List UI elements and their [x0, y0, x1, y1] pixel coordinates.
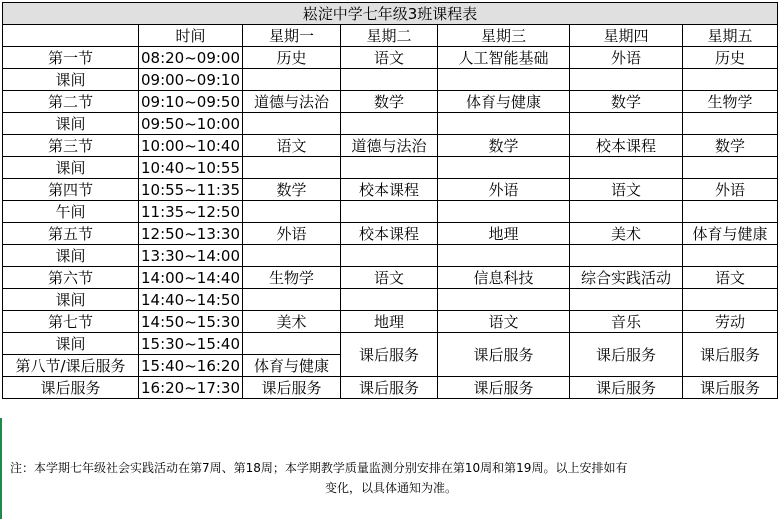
- empty-cell[interactable]: [438, 157, 570, 179]
- break-row-7: [3, 333, 778, 355]
- header-wednesday[interactable]: 星期三: [438, 25, 570, 47]
- empty-cell[interactable]: [243, 113, 341, 135]
- lunch-row: [3, 201, 778, 223]
- empty-cell[interactable]: [341, 157, 438, 179]
- class-cell[interactable]: 地理: [438, 223, 570, 245]
- class-cell[interactable]: 课后服务: [683, 377, 778, 399]
- footnote: [10, 458, 772, 498]
- empty-cell[interactable]: [570, 245, 683, 267]
- empty-cell[interactable]: [683, 157, 778, 179]
- class-cell[interactable]: 信息科技: [438, 267, 570, 289]
- empty-cell[interactable]: [570, 289, 683, 311]
- class-cell[interactable]: 课后服务: [243, 377, 341, 399]
- empty-cell[interactable]: [438, 113, 570, 135]
- break-label[interactable]: 课间: [3, 157, 139, 179]
- empty-cell[interactable]: [438, 201, 570, 223]
- empty-cell[interactable]: [341, 201, 438, 223]
- class-cell[interactable]: 体育与健康: [438, 91, 570, 113]
- period-time[interactable]: 14:00~14:40: [139, 267, 243, 289]
- class-cell[interactable]: 课后服务: [570, 377, 683, 399]
- class-cell[interactable]: 外语: [438, 179, 570, 201]
- merged-class-cell[interactable]: 课后服务: [341, 333, 438, 377]
- empty-cell[interactable]: [438, 289, 570, 311]
- period-row-2: [3, 91, 778, 113]
- period-row-1: [3, 47, 778, 69]
- empty-cell[interactable]: [341, 245, 438, 267]
- empty-cell[interactable]: [683, 69, 778, 91]
- class-cell[interactable]: 语文: [341, 47, 438, 69]
- class-cell[interactable]: 语文: [683, 267, 778, 289]
- class-cell[interactable]: 美术: [243, 311, 341, 333]
- header-blank-cell[interactable]: [3, 25, 139, 47]
- break-row-5: [3, 245, 778, 267]
- empty-cell[interactable]: [570, 201, 683, 223]
- class-cell[interactable]: 音乐: [570, 311, 683, 333]
- class-cell[interactable]: 课后服务: [438, 377, 570, 399]
- class-cell[interactable]: 数学: [438, 135, 570, 157]
- class-cell[interactable]: 课后服务: [341, 377, 438, 399]
- break-label[interactable]: 午间: [3, 201, 139, 223]
- timetable: [2, 2, 778, 399]
- merged-class-cell[interactable]: 课后服务: [438, 333, 570, 377]
- period-label[interactable]: 第二节: [3, 91, 139, 113]
- period-row-5: [3, 223, 778, 245]
- class-cell[interactable]: 语文: [570, 179, 683, 201]
- class-cell[interactable]: 道德与法治: [243, 91, 341, 113]
- class-cell[interactable]: 历史: [243, 47, 341, 69]
- period-time[interactable]: 08:20~09:00: [139, 47, 243, 69]
- period-time[interactable]: 10:55~11:35: [139, 179, 243, 201]
- break-label[interactable]: 课间: [3, 113, 139, 135]
- period-label[interactable]: 第五节: [3, 223, 139, 245]
- header-time[interactable]: 时间: [139, 25, 243, 47]
- class-cell[interactable]: 校本课程: [341, 223, 438, 245]
- empty-cell[interactable]: [570, 113, 683, 135]
- class-cell[interactable]: 校本课程: [570, 135, 683, 157]
- empty-cell[interactable]: [683, 201, 778, 223]
- class-cell[interactable]: 校本课程: [341, 179, 438, 201]
- break-label[interactable]: 课间: [3, 245, 139, 267]
- empty-cell[interactable]: [243, 201, 341, 223]
- empty-cell[interactable]: [438, 69, 570, 91]
- period-row-3: [3, 135, 778, 157]
- empty-cell[interactable]: [243, 157, 341, 179]
- period-row-4: [3, 179, 778, 201]
- period-row-7: [3, 311, 778, 333]
- period-row-6: [3, 267, 778, 289]
- class-cell[interactable]: 历史: [683, 47, 778, 69]
- header-friday[interactable]: 星期五: [683, 25, 778, 47]
- period-time[interactable]: 15:40~16:20: [139, 355, 243, 377]
- break-time[interactable]: 15:30~15:40: [139, 333, 243, 355]
- class-cell[interactable]: 数学: [243, 179, 341, 201]
- class-cell[interactable]: 体育与健康: [683, 223, 778, 245]
- class-cell[interactable]: 生物学: [243, 267, 341, 289]
- break-label[interactable]: 课间: [3, 69, 139, 91]
- empty-cell[interactable]: [683, 113, 778, 135]
- class-cell[interactable]: 数学: [683, 135, 778, 157]
- period-time[interactable]: 14:50~15:30: [139, 311, 243, 333]
- class-cell[interactable]: 语文: [243, 135, 341, 157]
- footnote-line-1: 注：本学期七年级社会实践活动在第7周、第18周；本学期教学质量监测分别安排在第10周和第19周。以上安排如有: [10, 461, 628, 475]
- break-time[interactable]: 09:00~09:10: [139, 69, 243, 91]
- period-label[interactable]: 第一节: [3, 47, 139, 69]
- class-cell[interactable]: 综合实践活动: [570, 267, 683, 289]
- class-cell[interactable]: 外语: [243, 223, 341, 245]
- period-time[interactable]: 09:10~09:50: [139, 91, 243, 113]
- break-time[interactable]: 14:40~14:50: [139, 289, 243, 311]
- period-label[interactable]: 第七节: [3, 311, 139, 333]
- period-label[interactable]: 第三节: [3, 135, 139, 157]
- empty-cell[interactable]: [570, 157, 683, 179]
- empty-cell[interactable]: [341, 113, 438, 135]
- header-thursday[interactable]: 星期四: [570, 25, 683, 47]
- break-time[interactable]: 11:35~12:50: [139, 201, 243, 223]
- empty-cell[interactable]: [683, 245, 778, 267]
- class-cell[interactable]: 美术: [570, 223, 683, 245]
- class-cell[interactable]: 体育与健康: [243, 355, 341, 377]
- after-school-row: [3, 377, 778, 399]
- break-time[interactable]: 10:40~10:55: [139, 157, 243, 179]
- class-cell[interactable]: 语文: [438, 311, 570, 333]
- selection-edge-marker: [0, 418, 2, 519]
- empty-cell[interactable]: [243, 289, 341, 311]
- empty-cell[interactable]: [341, 69, 438, 91]
- merged-class-cell[interactable]: 课后服务: [683, 333, 778, 377]
- empty-cell[interactable]: [243, 333, 341, 355]
- class-cell[interactable]: 地理: [341, 311, 438, 333]
- empty-cell[interactable]: [341, 289, 438, 311]
- period-time[interactable]: 12:50~13:30: [139, 223, 243, 245]
- class-cell[interactable]: 外语: [570, 47, 683, 69]
- merged-class-cell[interactable]: 课后服务: [570, 333, 683, 377]
- break-row-3: [3, 157, 778, 179]
- break-time[interactable]: 09:50~10:00: [139, 113, 243, 135]
- break-row-6: [3, 289, 778, 311]
- empty-cell[interactable]: [570, 69, 683, 91]
- header-monday[interactable]: 星期一: [243, 25, 341, 47]
- empty-cell[interactable]: [243, 245, 341, 267]
- timetable-title[interactable]: 崧淀中学七年级3班课程表: [3, 3, 778, 25]
- break-label[interactable]: 课间: [3, 333, 139, 355]
- empty-cell[interactable]: [438, 245, 570, 267]
- class-cell[interactable]: 人工智能基础: [438, 47, 570, 69]
- class-cell[interactable]: 数学: [570, 91, 683, 113]
- period-label[interactable]: 第六节: [3, 267, 139, 289]
- footnote-line-2: 变化，以具体通知为准。: [324, 481, 457, 495]
- period-label[interactable]: 第八节/课后服务: [3, 355, 139, 377]
- period-time[interactable]: 16:20~17:30: [139, 377, 243, 399]
- empty-cell[interactable]: [683, 289, 778, 311]
- class-cell[interactable]: 生物学: [683, 91, 778, 113]
- empty-cell[interactable]: [243, 69, 341, 91]
- break-label[interactable]: 课间: [3, 289, 139, 311]
- period-label[interactable]: 第四节: [3, 179, 139, 201]
- header-tuesday[interactable]: 星期二: [341, 25, 438, 47]
- break-row-1: [3, 69, 778, 91]
- period-time[interactable]: 10:00~10:40: [139, 135, 243, 157]
- period-label[interactable]: 课后服务: [3, 377, 139, 399]
- class-cell[interactable]: 劳动: [683, 311, 778, 333]
- class-cell[interactable]: 语文: [341, 267, 438, 289]
- break-time[interactable]: 13:30~14:00: [139, 245, 243, 267]
- header-row: [3, 25, 778, 47]
- class-cell[interactable]: 道德与法治: [341, 135, 438, 157]
- class-cell[interactable]: 数学: [341, 91, 438, 113]
- break-row-2: [3, 113, 778, 135]
- class-cell[interactable]: 外语: [683, 179, 778, 201]
